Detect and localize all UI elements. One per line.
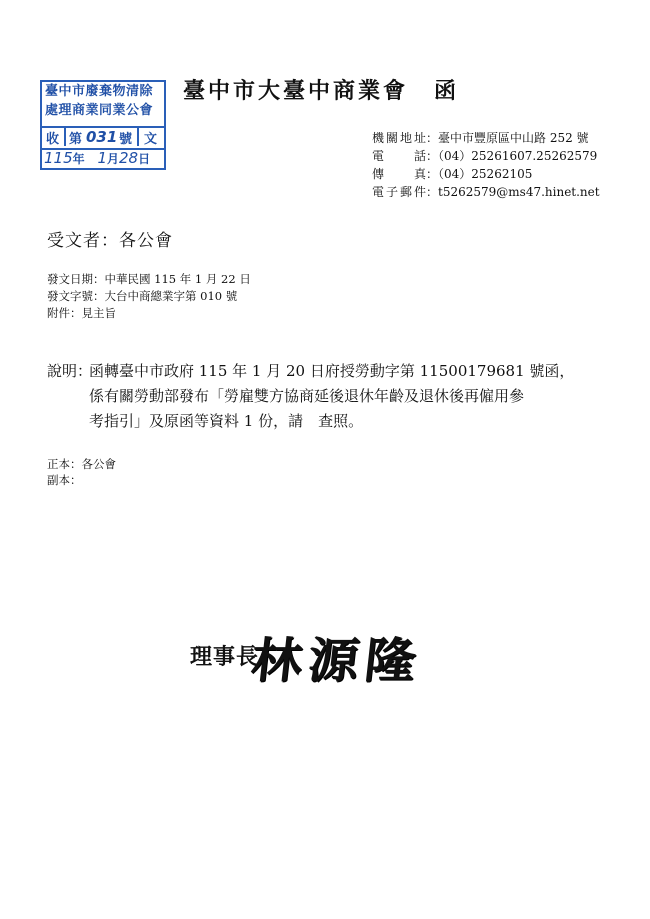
cc-label: 副本： — [47, 473, 82, 487]
distribution-block — [47, 456, 116, 488]
dispatch-meta — [47, 271, 251, 322]
fax-line: 傳 真：（04）25262105 — [372, 167, 533, 181]
description-line: 係有關勞動部發布「勞雇雙方協商延後退休年齡及退休後再僱用參 — [89, 387, 525, 405]
main-copy-value: 各公會 — [81, 457, 116, 471]
description-label: 說明： — [47, 362, 93, 380]
address-label: 機關地址 — [372, 131, 426, 145]
signature-name: 林源隆 — [248, 633, 425, 689]
phone-value: （04）25261607.25262579 — [438, 149, 598, 163]
main-copy-line — [47, 456, 116, 472]
description-body — [89, 359, 609, 434]
email-label: 電子郵件 — [372, 185, 426, 199]
letter-title — [183, 74, 459, 105]
stamp-doc-label: 文 — [144, 132, 158, 147]
cc-line — [47, 472, 116, 488]
address-value: 臺中市豐原區中山路 252 號 — [438, 131, 589, 145]
stamp-org-line1: 臺中市廢棄物清除 — [45, 84, 154, 99]
document-type: 函 — [434, 78, 460, 104]
phone-line: 電 話：（04）25261607.25262579 — [372, 149, 598, 163]
signature-title: 理事長 — [190, 644, 260, 670]
receipt-stamp — [40, 80, 166, 170]
stamp-date-month: 1 — [97, 149, 107, 167]
sender-name: 臺中市大臺中商業會 — [183, 78, 409, 104]
email-line: 電子郵件：t5262579@ms47.hinet.net — [372, 185, 600, 199]
stamp-organization — [42, 82, 164, 128]
stamp-date-year: 115 — [44, 149, 73, 167]
attachment-value: 見主旨 — [81, 306, 116, 320]
attachment-line — [47, 305, 251, 322]
dispatch-ref-line — [47, 288, 251, 305]
stamp-date — [44, 149, 164, 167]
address-line: 機關地址：臺中市豐原區中山路 252 號 — [372, 131, 589, 145]
stamp-org-line2: 處理商業同業公會 — [45, 103, 154, 118]
stamp-date-day: 28 — [119, 149, 139, 167]
chairman-signature — [190, 618, 450, 698]
dispatch-ref-value: 大台中商總業字第 010 號 — [104, 289, 238, 303]
stamp-receipt-number: 031 — [86, 128, 118, 146]
email-value: t5262579@ms47.hinet.net — [438, 185, 600, 199]
description-line: 考指引」及原函等資料 1 份，請 查照。 — [89, 412, 364, 430]
recipient-label: 受文者： — [47, 231, 119, 251]
contact-block — [372, 129, 600, 201]
fax-value: （04）25262105 — [438, 167, 533, 181]
fax-label: 傳 真 — [372, 167, 426, 181]
stamp-date-year-unit: 年 — [72, 152, 85, 166]
stamp-divider — [137, 126, 139, 146]
stamp-receipt-label: 收 — [46, 132, 60, 147]
dispatch-date-line — [47, 271, 251, 288]
recipient-value: 各公會 — [119, 231, 173, 251]
description-line: 函轉臺中市政府 115 年 1 月 20 日府授勞動字第 11500179681 號函， — [89, 362, 575, 380]
main-copy-label: 正本： — [47, 457, 82, 471]
dispatch-ref-label: 發文字號： — [47, 289, 105, 303]
stamp-receipt-row — [42, 126, 164, 150]
stamp-date-day-unit: 日 — [138, 152, 151, 166]
phone-label: 電 話 — [372, 149, 426, 163]
stamp-receipt-suffix: 號 — [119, 132, 133, 147]
stamp-date-month-unit: 月 — [106, 152, 119, 166]
dispatch-date-label: 發文日期： — [47, 272, 105, 286]
attachment-label: 附件： — [47, 306, 82, 320]
stamp-receipt-prefix: 第 — [69, 132, 83, 147]
dispatch-date-value: 中華民國 115 年 1 月 22 日 — [104, 272, 251, 286]
stamp-divider — [64, 126, 66, 146]
recipient-line — [47, 226, 173, 251]
